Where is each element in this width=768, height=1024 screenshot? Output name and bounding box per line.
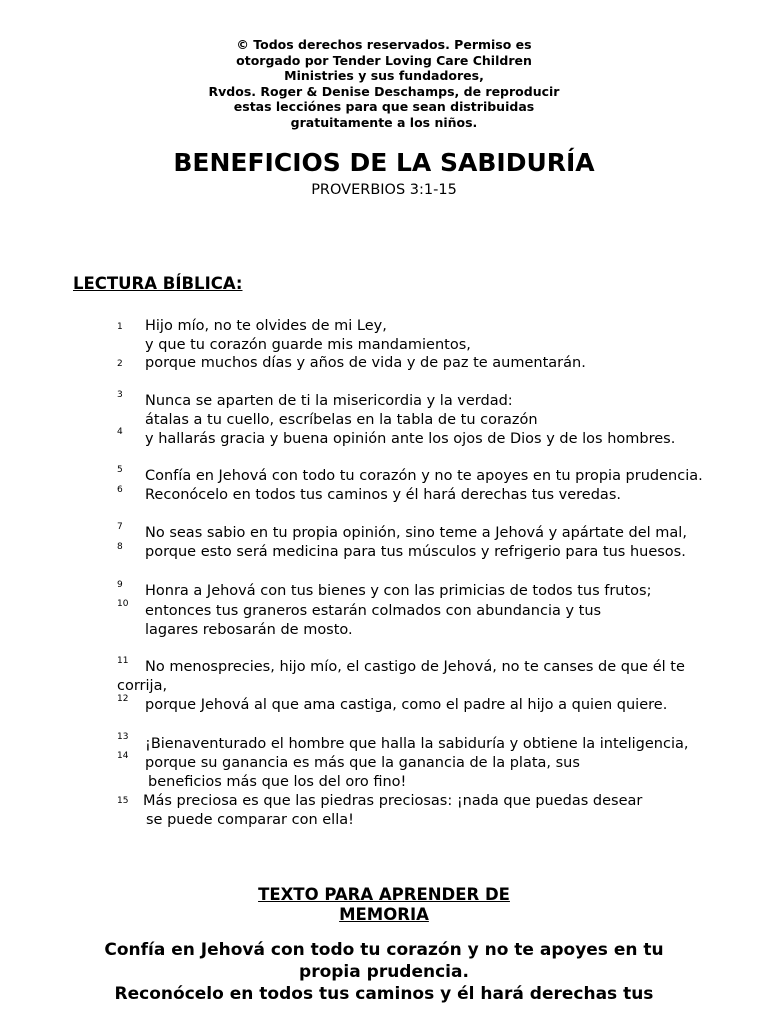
verse-number: 15 xyxy=(117,796,129,806)
verse-line: entonces tus graneros estarán colmados con abundancia y tus xyxy=(145,603,602,619)
verse-line: porque su ganancia es más que la ganancia de la plata, sus xyxy=(145,755,580,771)
verse-line: Hijo mío, no te olvides de mi Ley, xyxy=(145,318,387,334)
verse-number: 11 xyxy=(117,656,129,666)
verse-number: 9 xyxy=(117,580,123,590)
verse-number: 5 xyxy=(117,465,123,475)
verse-number: 14 xyxy=(117,751,129,761)
page-title: BENEFICIOS DE LA SABIDURÍA xyxy=(173,148,595,177)
verse-number: 7 xyxy=(117,522,123,532)
verse-number: 6 xyxy=(117,485,123,495)
verse-number: 13 xyxy=(117,732,129,742)
verse-line: porque Jehová al que ama castiga, como el padre al hijo a quien quiere. xyxy=(145,697,668,713)
verse-line: No menosprecies, hijo mío, el castigo de Jehová, no te canses de que él te xyxy=(145,659,685,675)
verse-line: Confía en Jehová con todo tu corazón y no te apoyes en tu propia prudencia. xyxy=(145,468,703,484)
verse-line: se puede comparar con ella! xyxy=(146,812,354,828)
verse-line: Más preciosa es que las piedras preciosas: ¡nada que puedas desear xyxy=(143,793,643,809)
verse-line: Honra a Jehová con tus bienes y con las primicias de todos tus frutos; xyxy=(145,583,652,599)
verse-line: corrija, xyxy=(117,678,168,694)
verse-line: porque muchos días y años de vida y de paz te aumentarán. xyxy=(145,355,586,371)
verse-line: Reconócelo en todos tus caminos y él hará derechas tus veredas. xyxy=(145,487,621,503)
copyright-notice: © Todos derechos reservados. Permiso es otorgado por Tender Loving Care Children Ministries y sus fundadores, Rvdos. Roger & Denise Deschamps, de reproducir estas lecciónes para que sean distribuidas gratuitamente a los niños. xyxy=(208,37,560,130)
verse-number: 10 xyxy=(117,599,129,609)
verse-number: 2 xyxy=(117,359,123,369)
verse-line: y hallarás gracia y buena opinión ante los ojos de Dios y de los hombres. xyxy=(145,431,676,447)
verse-number: 8 xyxy=(117,542,123,552)
verse-line: beneficios más que los del oro fino! xyxy=(148,774,407,790)
verse-line: y que tu corazón guarde mis mandamientos, xyxy=(145,337,471,353)
memory-heading: TEXTO PARA APRENDER DE MEMORIA xyxy=(258,885,510,924)
verse-number: 4 xyxy=(117,427,123,437)
verse-line: lagares rebosarán de mosto. xyxy=(145,622,353,638)
memory-verse: Confía en Jehová con todo tu corazón y no te apoyes en tu propia prudencia. Reconócelo en todos tus caminos y él hará derechas tus xyxy=(104,940,664,1004)
verse-line: No seas sabio en tu propia opinión, sino teme a Jehová y apártate del mal, xyxy=(145,525,687,541)
verse-number: 12 xyxy=(117,694,129,704)
verse-line: porque esto será medicina para tus músculos y refrigerio para tus huesos. xyxy=(145,544,686,560)
verse-number: 1 xyxy=(117,322,123,332)
reading-heading: LECTURA BÍBLICA: xyxy=(73,274,243,293)
verse-line: Nunca se aparten de ti la misericordia y la verdad: xyxy=(145,393,513,409)
page-subtitle: PROVERBIOS 3:1-15 xyxy=(311,182,457,198)
verse-number: 3 xyxy=(117,390,123,400)
verse-line: átalas a tu cuello, escríbelas en la tabla de tu corazón xyxy=(145,412,538,428)
verse-line: ¡Bienaventurado el hombre que halla la sabiduría y obtiene la inteligencia, xyxy=(145,736,689,752)
